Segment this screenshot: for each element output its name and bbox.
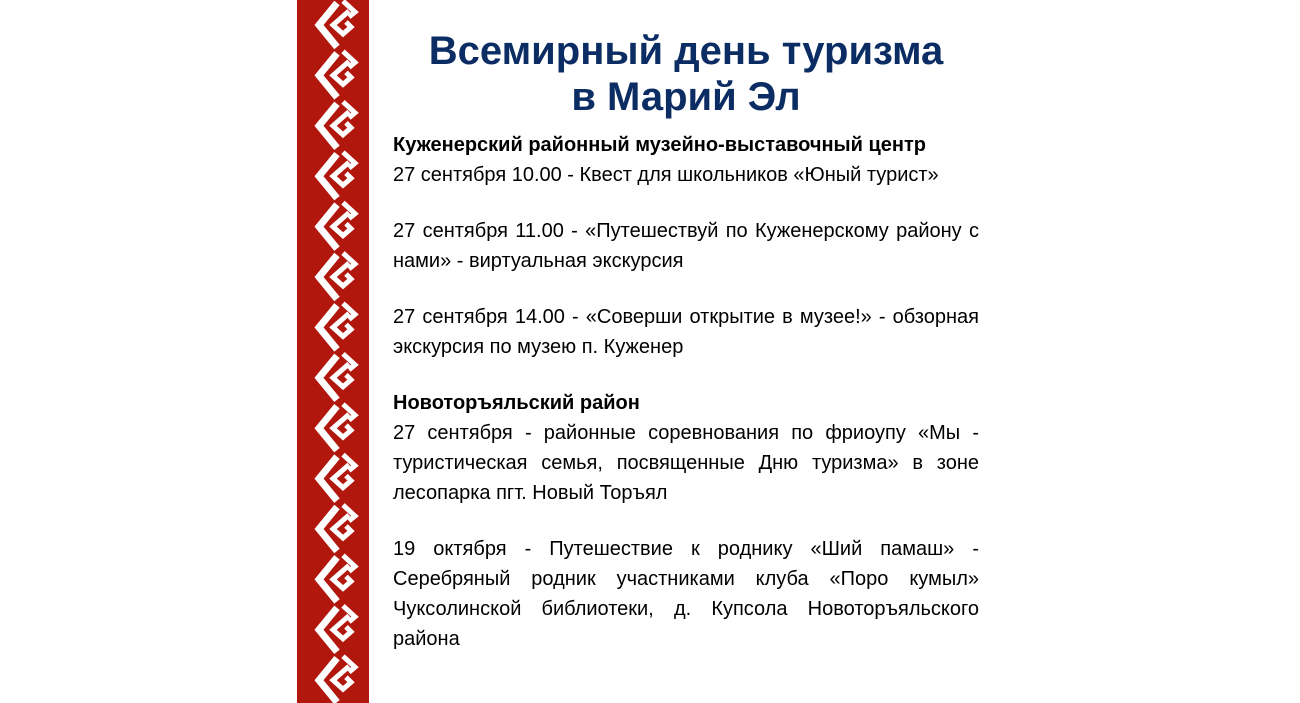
mari-ornament xyxy=(297,0,369,703)
section-heading: Куженерский районный музейно-выставочный центр xyxy=(393,134,926,156)
event-item: 27 сентября 10.00 - Квест для школьников «Юный турист» xyxy=(393,164,939,186)
ornament-border xyxy=(297,0,369,703)
section-kuzhener xyxy=(393,130,979,362)
section-heading: Новоторъяльский район xyxy=(393,392,640,414)
main-content xyxy=(393,28,979,654)
section-novotoryal xyxy=(393,388,979,654)
event-item: 19 октября - Путешествие к роднику «Ший памаш» - Серебряный родник участниками клуба «Поро кумыл» Чуксолинской библиотеки, д. Купсола Новоторъяльского района xyxy=(393,538,979,650)
title-line-2: в Марий Эл xyxy=(571,75,801,119)
page-title xyxy=(393,28,979,120)
event-item: 27 сентября 14.00 - «Соверши открытие в музее!» - обзорная экскурсия по музею п. Куженер xyxy=(393,306,979,358)
event-item: 27 сентября - районные соревнования по фриоупу «Мы - туристическая семья, посвященные Дню туризма» в зоне лесопарка пгт. Новый Торъял xyxy=(393,422,979,504)
event-item: 27 сентября 11.00 - «Путешествуй по Куженерскому району с нами» - виртуальная экскурсия xyxy=(393,220,979,272)
title-line-1: Всемирный день туризма xyxy=(428,29,944,73)
